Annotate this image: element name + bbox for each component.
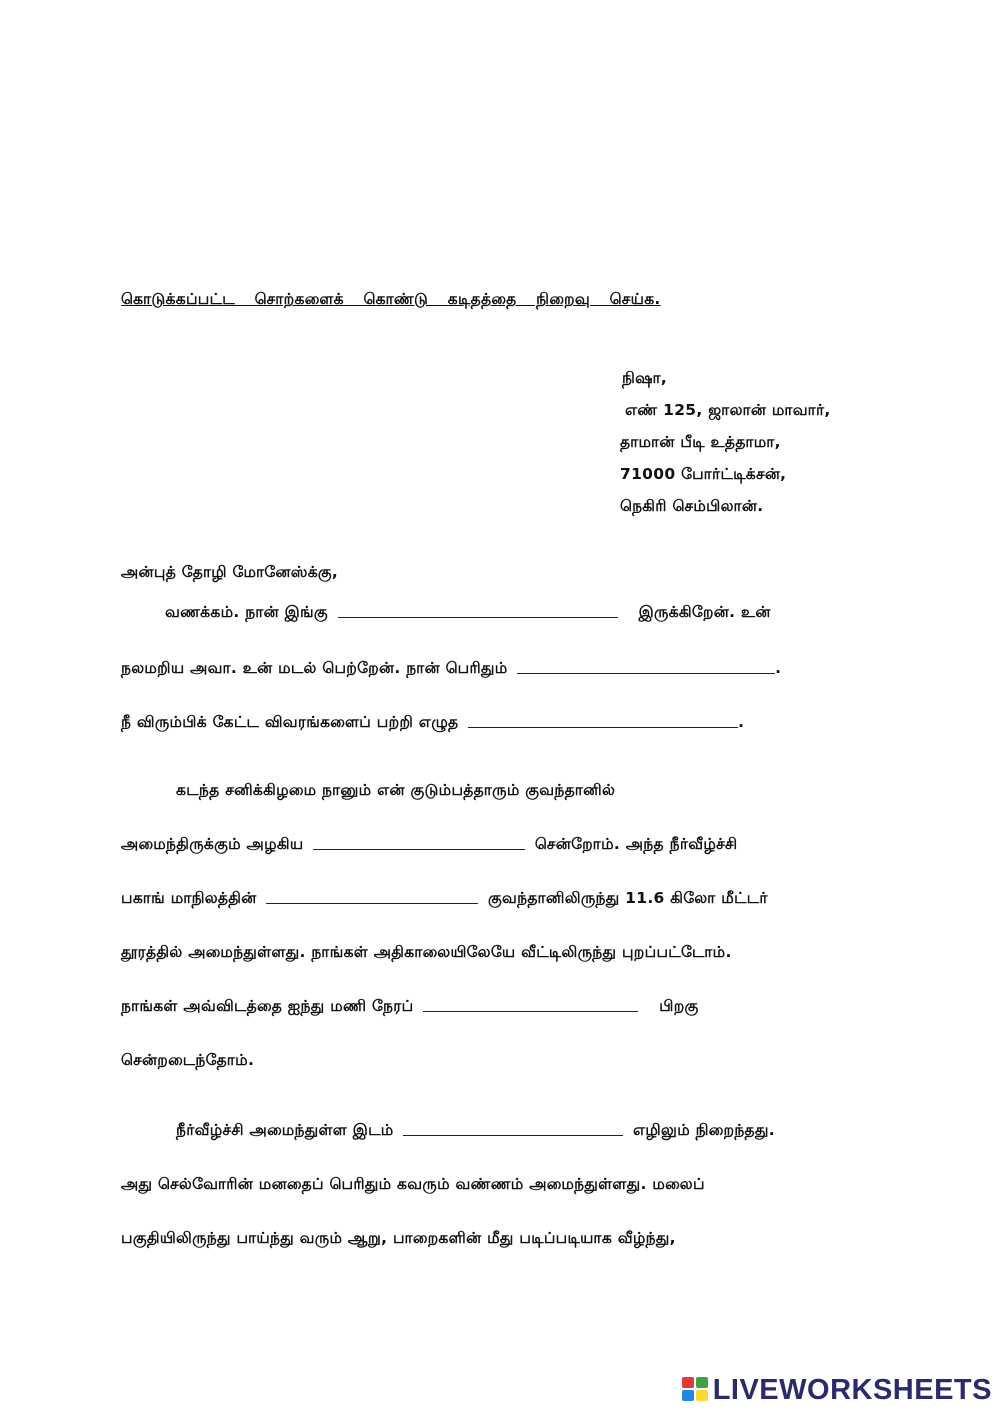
letter-line: [121, 713, 744, 733]
letter-text: எழிலும் நிறைந்தது.: [632, 1121, 775, 1139]
letter-text: நீர்வீழ்ச்சி அமைந்துள்ள இடம்: [176, 1121, 394, 1139]
answer-blank-3[interactable]: [468, 713, 738, 728]
answer-blank-5[interactable]: [266, 889, 478, 904]
letter-text: நலமறிய அவா. உன் மடல் பெற்றேன். நான் பெரிதும்: [121, 659, 508, 677]
letter-text: .: [738, 713, 745, 731]
answer-input-5[interactable]: [266, 891, 478, 905]
answer-input-4[interactable]: [313, 837, 525, 851]
letter-line: பகுதியிலிருந்து பாய்ந்து வரும் ஆறு, பாறைகளின் மீது படிப்படியாக வீழ்ந்து,: [121, 1229, 676, 1247]
letter-line: [176, 1121, 775, 1141]
answer-blank-6[interactable]: [423, 997, 638, 1012]
answer-input-3[interactable]: [468, 715, 738, 729]
letter-line: [121, 659, 781, 679]
logo-text: LIVEWORKSHEETS: [712, 1373, 992, 1406]
liveworksheets-logo: [682, 1373, 992, 1407]
letter-text: அமைந்திருக்கும் அழகிய: [121, 835, 304, 853]
letter-text: பகாங் மாநிலத்தின்: [121, 889, 257, 907]
answer-blank-7[interactable]: [403, 1121, 623, 1136]
letter-text: வணக்கம். நான் இங்கு: [165, 603, 328, 621]
letter-line: சென்றடைந்தோம்.: [121, 1051, 255, 1069]
letter-text: பிறகு: [659, 997, 699, 1015]
letter-text: நாங்கள் அவ்விடத்தை ஐந்து மணி நேரப்: [121, 997, 414, 1015]
address-line: 71000 போர்ட்டிக்சன்,: [620, 465, 787, 483]
letter-line: அது செல்வோரின் மனதைப் பெரிதும் கவரும் வண்ணம் அமைந்துள்ளது. மலைப்: [121, 1175, 705, 1193]
address-line: நிஷா,: [622, 369, 668, 387]
answer-input-2[interactable]: [517, 661, 775, 675]
answer-blank-2[interactable]: [517, 659, 775, 674]
salutation: அன்புத் தோழி மோனேஸ்க்கு,: [121, 563, 339, 581]
letter-text: இருக்கிறேன். உன்: [638, 603, 771, 621]
address-line: நெகிரி செம்பிலான்.: [620, 497, 764, 515]
answer-input-6[interactable]: [423, 999, 638, 1013]
answer-input-1[interactable]: [338, 605, 618, 619]
letter-text: சென்றோம். அந்த நீர்வீழ்ச்சி: [534, 835, 738, 853]
answer-input-7[interactable]: [403, 1123, 623, 1137]
letter-line: [165, 603, 771, 623]
address-line: எண் 125, ஜாலான் மாவார்,: [625, 401, 831, 419]
letter-line: தூரத்தில் அமைந்துள்ளது. நாங்கள் அதிகாலையிலேயே வீட்டிலிருந்து புறப்பட்டோம்.: [121, 943, 732, 961]
letter-line: [121, 835, 737, 855]
logo-mark-icon: [682, 1377, 710, 1403]
letter-line: கடந்த சனிக்கிழமை நானும் என் குடும்பத்தாரும் குவந்தானில்: [176, 781, 616, 799]
letter-text: குவந்தானிலிருந்து 11.6 கிலோ மீட்டர்: [488, 889, 768, 907]
letter-text: நீ விரும்பிக் கேட்ட விவரங்களைப் பற்றி எழுத: [121, 713, 459, 731]
letter-text: .: [775, 659, 782, 677]
instruction-heading: கொடுக்கப்பட்ட சொற்களைக் கொண்டு கடிதத்தை நிறைவு செய்க.: [121, 290, 661, 308]
answer-blank-1[interactable]: [338, 603, 618, 618]
letter-line: [121, 997, 699, 1017]
answer-blank-4[interactable]: [313, 835, 525, 850]
address-line: தாமான் பீடி உத்தாமா,: [620, 433, 781, 451]
letter-line: [121, 889, 768, 909]
